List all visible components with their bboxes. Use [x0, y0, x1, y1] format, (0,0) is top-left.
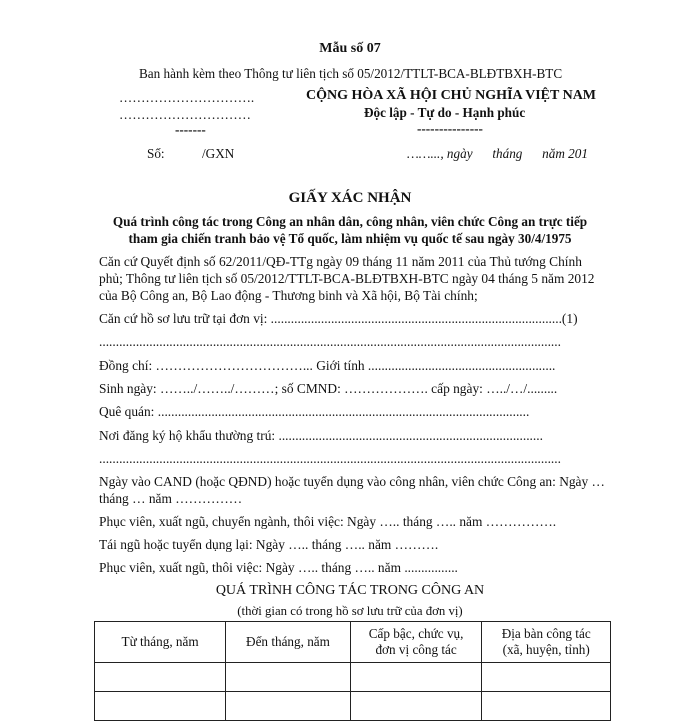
table-cell	[226, 663, 351, 692]
residence-field: Nơi đăng ký hộ khẩu thường trú: ...............................................................................	[99, 428, 543, 443]
document-subtitle-1: Quá trình công tác trong Công an nhân dân, công nhân, viên chức Công an trực tiếp	[112, 214, 588, 229]
agency-divider: -------	[175, 122, 206, 137]
document-number-suffix: /GXN	[202, 146, 235, 161]
section-title: QUÁ TRÌNH CÔNG TÁC TRONG CÔNG AN	[215, 583, 485, 598]
table-header-row	[95, 622, 611, 663]
basis-line-1: Căn cứ Quyết định số 62/2011/QĐ-TTg ngày 09 tháng 11 năm 2011 của Thủ tướng Chính	[99, 254, 582, 269]
table-cell	[350, 692, 482, 721]
table-row	[95, 692, 611, 721]
table-cell	[482, 663, 611, 692]
hometown-field: Quê quán: ...............................................................................................................	[99, 404, 530, 419]
comrade-field: Đồng chí: ……………………………... Giới tính ........................................................	[99, 358, 556, 373]
motto-divider: ---------------	[417, 121, 483, 136]
agency-line-1: ………………………….	[119, 90, 255, 105]
col-to-header: Đến tháng, năm	[226, 622, 351, 663]
col-from-header: Từ tháng, năm	[95, 622, 226, 663]
section-subtitle: (thời gian có trong hồ sơ lưu trữ của đơn vị)	[237, 604, 463, 618]
form-number: Mẫu số 07	[319, 41, 381, 56]
work-history-table	[94, 621, 611, 721]
records-field: Căn cứ hồ sơ lưu trữ tại đơn vị: .......................................................................................(1)	[99, 311, 578, 326]
table-cell	[95, 692, 226, 721]
date-line: ……..., ngày tháng năm 201	[407, 146, 588, 161]
document-subtitle-2: tham gia chiến tranh bảo vệ Tổ quốc, làm nhiệm vụ quốc tế sau ngày 30/4/1975	[128, 231, 572, 246]
issued-by: Ban hành kèm theo Thông tư liên tịch số 05/2012/TTLT-BCA-BLĐTBXH-BTC	[139, 66, 563, 81]
rejoin-field: Tái ngũ hoặc tuyển dụng lại: Ngày ….. tháng ….. năm ……….	[99, 537, 439, 552]
document-number-label: Số:	[147, 146, 165, 161]
country-name: CỘNG HÒA XÃ HỘI CHỦ NGHĨA VIỆT NAM	[306, 88, 597, 103]
residence-field-continued: ..........................................................................................................................................	[99, 451, 561, 466]
records-field-continued: ..........................................................................................................................................	[99, 334, 561, 349]
demobilization-field: Phục viên, xuất ngũ, chuyển ngành, thôi việc: Ngày ….. tháng ….. năm …………….	[99, 514, 557, 529]
col-area-header: Địa bàn công tác (xã, huyện, tỉnh)	[482, 622, 611, 663]
agency-line-2: …………………………	[119, 107, 251, 122]
join-date-field-continued: tháng … năm ……………	[99, 491, 243, 506]
table-cell	[350, 663, 482, 692]
join-date-field: Ngày vào CAND (hoặc QĐND) hoặc tuyển dụng vào công nhân, viên chức Công an: Ngày …	[99, 474, 605, 489]
col-rank-header: Cấp bậc, chức vụ, đơn vị công tác	[350, 622, 482, 663]
table-cell	[95, 663, 226, 692]
table-cell	[482, 692, 611, 721]
basis-line-2: phủ; Thông tư liên tịch số 05/2012/TTLT-BCA-BLĐTBXH-BTC ngày 04 tháng 5 năm 2012	[99, 271, 595, 286]
document-title: GIẤY XÁC NHẬN	[288, 190, 412, 206]
demobilization-field-2: Phục viên, xuất ngũ, thôi việc: Ngày ….. tháng ….. năm ................	[99, 560, 458, 575]
national-motto: Độc lập - Tự do - Hạnh phúc	[364, 105, 526, 120]
table-cell	[226, 692, 351, 721]
table-row	[95, 663, 611, 692]
birth-id-field: Sinh ngày: ……../……../………; số CMND: ………………. cấp ngày: …../…/.........	[99, 381, 558, 396]
basis-line-3: của Bộ Công an, Bộ Lao động - Thương binh và Xã hội, Bộ Tài chính;	[99, 288, 478, 303]
